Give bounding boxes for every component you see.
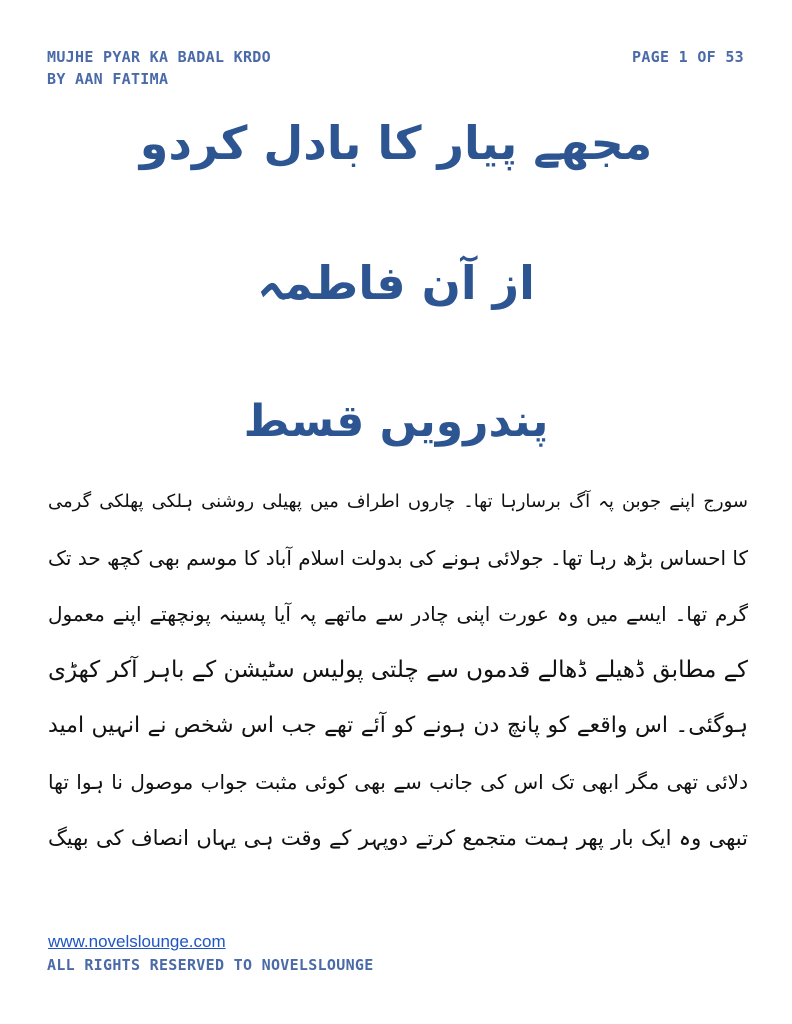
novel-title: مجھے پیار کا بادل کردو xyxy=(139,116,653,170)
document-header-left xyxy=(47,46,271,90)
document-header-right xyxy=(632,46,744,68)
website-link[interactable]: www.novelslounge.com xyxy=(48,932,226,951)
body-line: دلائی تھی مگر ابھی تک اس کی جانب سے بھی کوئی مثبت جواب موصول نا ہوا تھا xyxy=(48,770,748,794)
body-line: گرم تھا۔ ایسے میں وہ عورت اپنی چادر سے ماتھے پہ آیا پسینہ پونچھتے اپنے معمول xyxy=(48,602,748,626)
episode-title: پندرویں قسط xyxy=(243,396,549,447)
header-author: BY AAN FATIMA xyxy=(47,70,169,88)
body-line: کے مطابق ڈھیلے ڈھالے قدموں سے چلتی پولیس سٹیشن کے باہر آکر کھڑی xyxy=(47,657,748,683)
copyright-notice: ALL RIGHTS RESERVED TO NOVELSLOUNGE xyxy=(47,956,374,974)
author-title: از آن فاطمہ xyxy=(257,256,535,310)
body-paragraph xyxy=(48,474,748,866)
body-line: کا احساس بڑھ رہا تھا۔ جولائی ہونے کی بدولت اسلام آباد کا موسم بھی کچھ حد تک xyxy=(48,546,748,570)
header-novel-title: MUJHE PYAR KA BADAL KRDO xyxy=(47,48,271,66)
body-line: تبھی وہ ایک بار پھر ہمت متجمع کرتے دوپہر کے وقت ہی یہاں انصاف کی بھیگ xyxy=(48,826,748,850)
body-line: ہوگئی۔ اس واقعے کو پانچ دن ہونے کو آئے تھے جب اس شخص نے انہیں امید xyxy=(48,713,748,738)
body-line: سورج اپنے جوبن پہ آگ برسارہا تھا۔ چاروں اطراف میں پھیلی روشنی ہلکی پھلکی گرمی xyxy=(48,491,748,512)
page-indicator: PAGE 1 OF 53 xyxy=(632,48,744,66)
